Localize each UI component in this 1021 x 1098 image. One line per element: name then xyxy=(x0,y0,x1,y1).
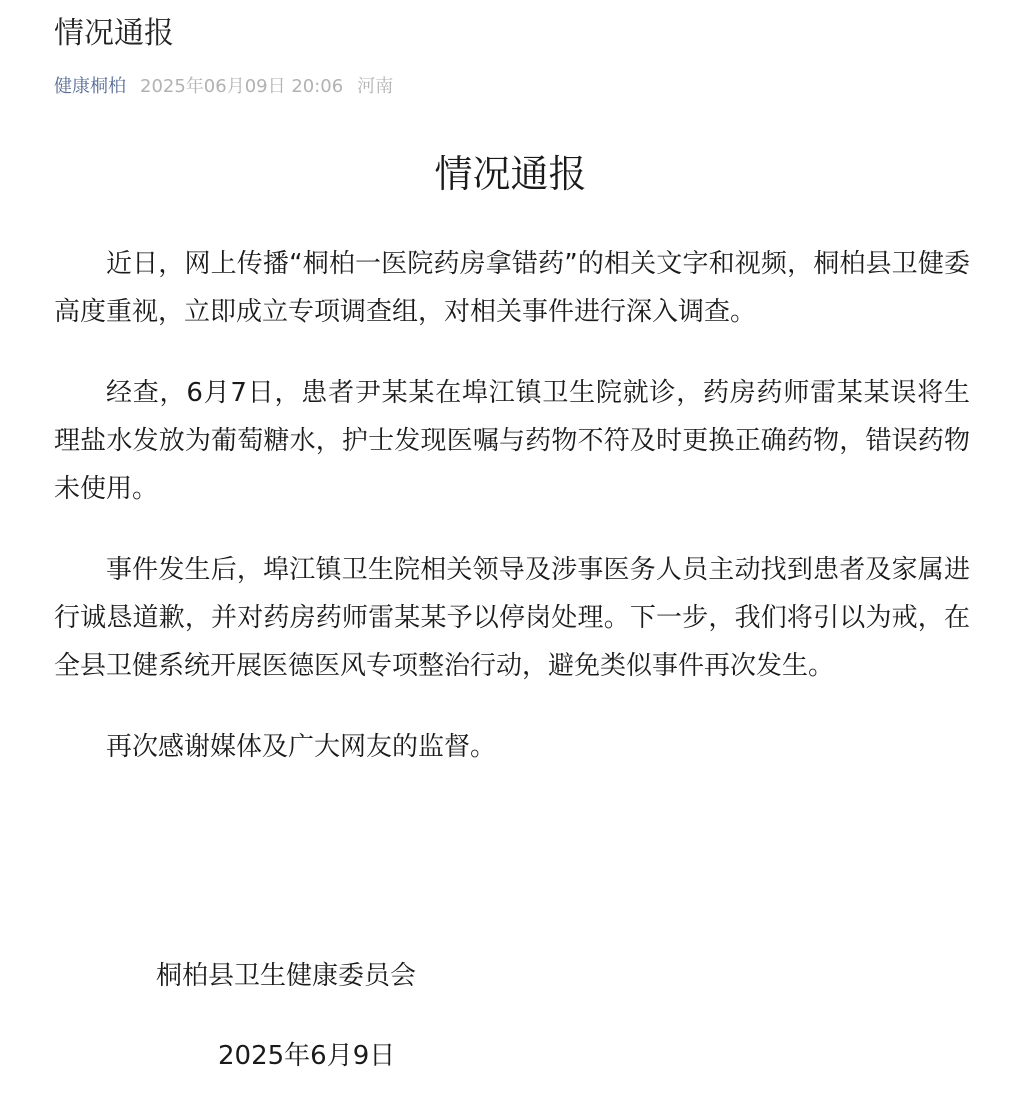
notice-paragraph: 事件发生后，埠江镇卫生院相关领导及涉事医务人员主动找到患者及家属进行诚恳道歉，并对药房药师雷某某予以停岗处理。下一步，我们将引以为戒，在全县卫健系统开展医德医风专项整治行动，避免类似事件再次发生。 xyxy=(54,555,970,681)
notice-paragraph: 经查，6月7日，患者尹某某在埠江镇卫生院就诊，药房药师雷某某误将生理盐水发放为葡萄糖水，护士发现医嘱与药物不符及时更换正确药物，错误药物未使用。 xyxy=(54,378,970,504)
notice-paragraph: 再次感谢媒体及广大网友的监督。 xyxy=(106,732,497,762)
issue-date: 2025年6月9日 xyxy=(218,1041,396,1071)
notice-body xyxy=(54,240,970,804)
article-meta xyxy=(54,74,393,100)
publish-location: 河南 xyxy=(357,76,394,97)
publish-time: 2025年06月09日 20:06 xyxy=(140,76,344,97)
issuer-signature: 桐柏县卫生健康委员会 xyxy=(156,961,417,991)
article-title: 情况通报 xyxy=(54,16,174,51)
notice-paragraph: 近日，网上传播“桐柏一医院药房拿错药”的相关文字和视频，桐柏县卫健委高度重视，立即成立专项调查组，对相关事件进行深入调查。 xyxy=(54,249,970,327)
account-name-link[interactable]: 健康桐柏 xyxy=(54,76,126,97)
notice-heading: 情况通报 xyxy=(434,152,587,196)
